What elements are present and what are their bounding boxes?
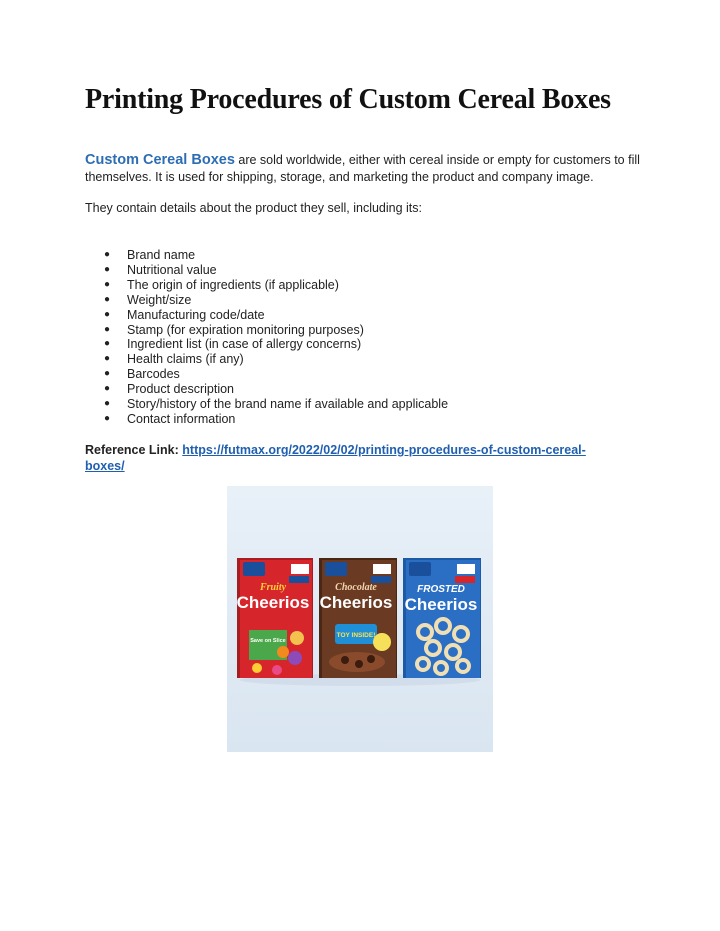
cereal-box-chocolate (319, 558, 397, 678)
list-item: ● Brand name (104, 248, 196, 262)
brand-logo-icon (243, 562, 265, 576)
box-flavor-text: Chocolate (335, 582, 377, 593)
list-item: ● Barcodes (104, 367, 180, 382)
bullet-icon: ● (104, 308, 111, 320)
intro-text: are sold worldwide, either with cereal inside or empty for customers to fill themselves. It is used for shipping, storage, and marketing the product and company image. (85, 153, 640, 184)
brand-logo-icon (325, 562, 347, 576)
cereal-boxes-illustration (227, 486, 493, 752)
box-brand-text: Cheerios (236, 593, 310, 612)
page-title: Printing Procedures of Custom Cereal Boxes (85, 84, 611, 115)
bullet-icon: ● (104, 263, 111, 275)
list-item: ● Weight/size (104, 292, 192, 307)
cereal-box-frosted (403, 558, 481, 678)
reference-label: Reference Link: (85, 443, 179, 457)
box-badge-text: TOY INSIDE! (336, 632, 376, 639)
bullet-icon: ● (104, 368, 111, 380)
reference-link[interactable]: https://futmax.org/2022/02/02/printing-procedures-of-custom-cereal-boxes/ (85, 443, 586, 473)
custom-cereal-boxes-link[interactable]: Custom Cereal Boxes (85, 152, 235, 168)
list-item: ● Story/history of the brand name if available and applicable (104, 397, 449, 412)
details-sentence: They contain details about the product they sell, including its: (85, 201, 423, 215)
reference-paragraph (85, 442, 625, 474)
list-item: ● Stamp (for expiration monitoring purposes) (104, 322, 364, 337)
box-flavor-text: Fruity (259, 582, 287, 593)
bullet-icon: ● (104, 338, 111, 350)
intro-paragraph (85, 152, 645, 186)
box-brand-text: Cheerios (404, 595, 478, 614)
box-flavor-text: FROSTED (417, 584, 465, 595)
list-item: ● Ingredient list (in case of allergy concerns) (104, 337, 362, 352)
list-item: ● Manufacturing code/date (104, 307, 265, 322)
brand-logo-icon (409, 562, 431, 576)
list-item: ● Product description (104, 382, 235, 397)
bullet-icon: ● (104, 293, 111, 305)
details-list (85, 248, 448, 427)
list-item: ● Contact information (104, 411, 236, 426)
bullet-icon: ● (104, 412, 111, 424)
list-item: ● Health claims (if any) (104, 352, 244, 367)
bullet-icon: ● (104, 398, 111, 410)
box-badge-text: Save on Slice (250, 638, 286, 644)
bullet-icon: ● (104, 249, 111, 260)
bullet-icon: ● (104, 323, 111, 335)
cereal-boxes-photo (227, 486, 493, 752)
bullet-icon: ● (104, 278, 111, 290)
bullet-icon: ● (104, 353, 111, 365)
cereal-box-fruity (237, 558, 313, 678)
list-item: ● Nutritional value (104, 262, 217, 277)
bullet-icon: ● (104, 383, 111, 395)
box-brand-text: Cheerios (319, 593, 393, 612)
list-item: ● The origin of ingredients (if applicable) (104, 277, 339, 292)
